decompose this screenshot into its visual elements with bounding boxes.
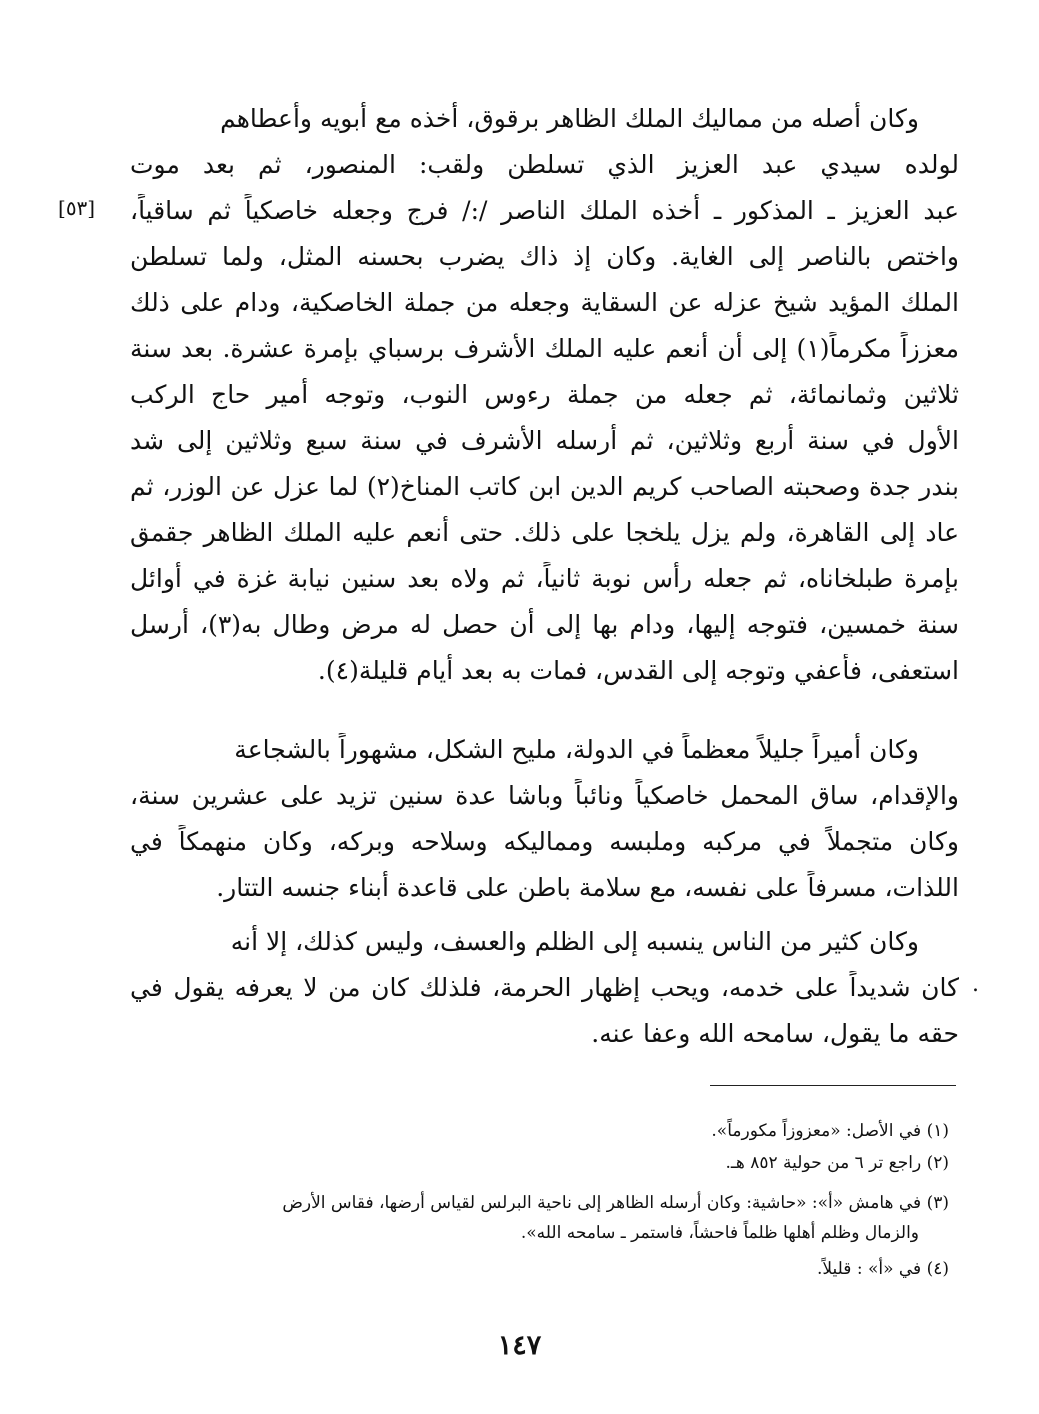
paragraph-3-line-1: وكان كثير من الناس ينسبه إلى الظلم والعسف، وليس كذلك، إلا أنه [230,927,919,956]
paragraph-1-line-9: بندر جدة وصحبته الصاحب كريم الدين ابن كاتب المناخ(٢) لما عزل عن الوزر، ثم [130,472,959,501]
paragraph-1-line-11: بإمرة طبلخاناه، ثم جعله رأس نوبة ثانياً، ثم ولاه بعد سنين نيابة غزة في أوائل [130,564,959,593]
paragraph-1-line-12: سنة خمسين، فتوجه إليها، ودام بها إلى أن حصل له مرض وطال به(٣)، أرسل [130,610,959,639]
paragraph-2-line-3: وكان متجملاً في مركبه وملبسه ومماليكه وسلاحه وبركه، وكان منهمكاً في [130,827,959,856]
paragraph-2-line-1: وكان أميراً جليلاً معظماً في الدولة، مليح الشكل، مشهوراً بالشجاعة [234,735,919,764]
page-number: ١٤٧ [497,1330,542,1361]
footnote-1: (١) في الأصل: «معزوزاً مكورماً». [711,1121,949,1141]
paragraph-1-line-2: لولده سيدي عبد العزيز الذي تسلطن ولقب: المنصور، ثم بعد موت [130,150,959,179]
paragraph-1-line-10: عاد إلى القاهرة، ولم يزل يلخجا على ذلك. حتى أنعم عليه الملك الظاهر جقمق [130,518,959,547]
footnote-4: (٤) في «أ» : قليلاً. [816,1259,949,1279]
footnote-3-line-2: والزمال وظلم أهلها ظلماً فاحشاً، فاستمر ـ سامحه الله». [520,1223,919,1243]
paragraph-3-line-3: حقه ما يقول، سامحه الله وعفا عنه. [591,1019,959,1048]
paragraph-2-line-4: اللذات، مسرفاً على نفسه، مع سلامة باطن على قاعدة أبناء جنسه التتار. [216,873,959,902]
margin-dot: . [972,972,979,997]
footnote-separator [710,1085,956,1086]
paragraph-1-line-3: عبد العزيز ـ المذكور ـ أخذه الملك الناصر /:/ فرج وجعله خاصكياً ثم ساقياً، [130,196,959,225]
paragraph-2-line-2: والإقدام، ساق المحمل خاصكياً ونائباً وباشا عدة سنين تزيد على عشرين سنة، [130,781,959,810]
paragraph-1-line-8: الأول في سنة أربع وثلاثين، ثم أرسله الأشرف في سنة سبع وثلاثين إلى شد [130,426,959,455]
paragraph-1-line-13: استعفى، فأعفي وتوجه إلى القدس، فمات به بعد أيام قليلة(٤). [317,656,959,685]
paragraph-1-line-1: وكان أصله من مماليك الملك الظاهر برقوق، أخذه مع أبويه وأعطاهم [220,104,919,133]
margin-folio-reference: [٥٣] [58,196,96,220]
paragraph-1-line-4: واختص بالناصر إلى الغاية. وكان إذ ذاك يضرب بحسنه المثل، ولما تسلطن [130,242,959,271]
paragraph-3-line-2: كان شديداً على خدمه، ويحب إظهار الحرمة، فلذلك كان من لا يعرفه يقول في [130,973,959,1002]
footnote-3-line-1: (٣) في هامش «أ»: «حاشية: وكان أرسله الظاهر إلى ناحية البرلس لقياس أرضها، فقاس الأرض [282,1193,949,1213]
paragraph-1-line-6: معززاً مكرماً(١) إلى أن أنعم عليه الملك الأشرف برسباي بإمرة عشرة. بعد سنة [130,334,959,363]
paragraph-1-line-5: الملك المؤيد شيخ عزله عن السقاية وجعله من جملة الخاصكية، ودام على ذلك [130,288,959,317]
footnote-2: (٢) راجع تر ٦ من حولية ٨٥٢ هـ. [725,1153,949,1173]
paragraph-1-line-7: ثلاثين وثمانمائة، ثم جعله من جملة رءوس النوب، وتوجه أمير حاج الركب [130,380,959,409]
